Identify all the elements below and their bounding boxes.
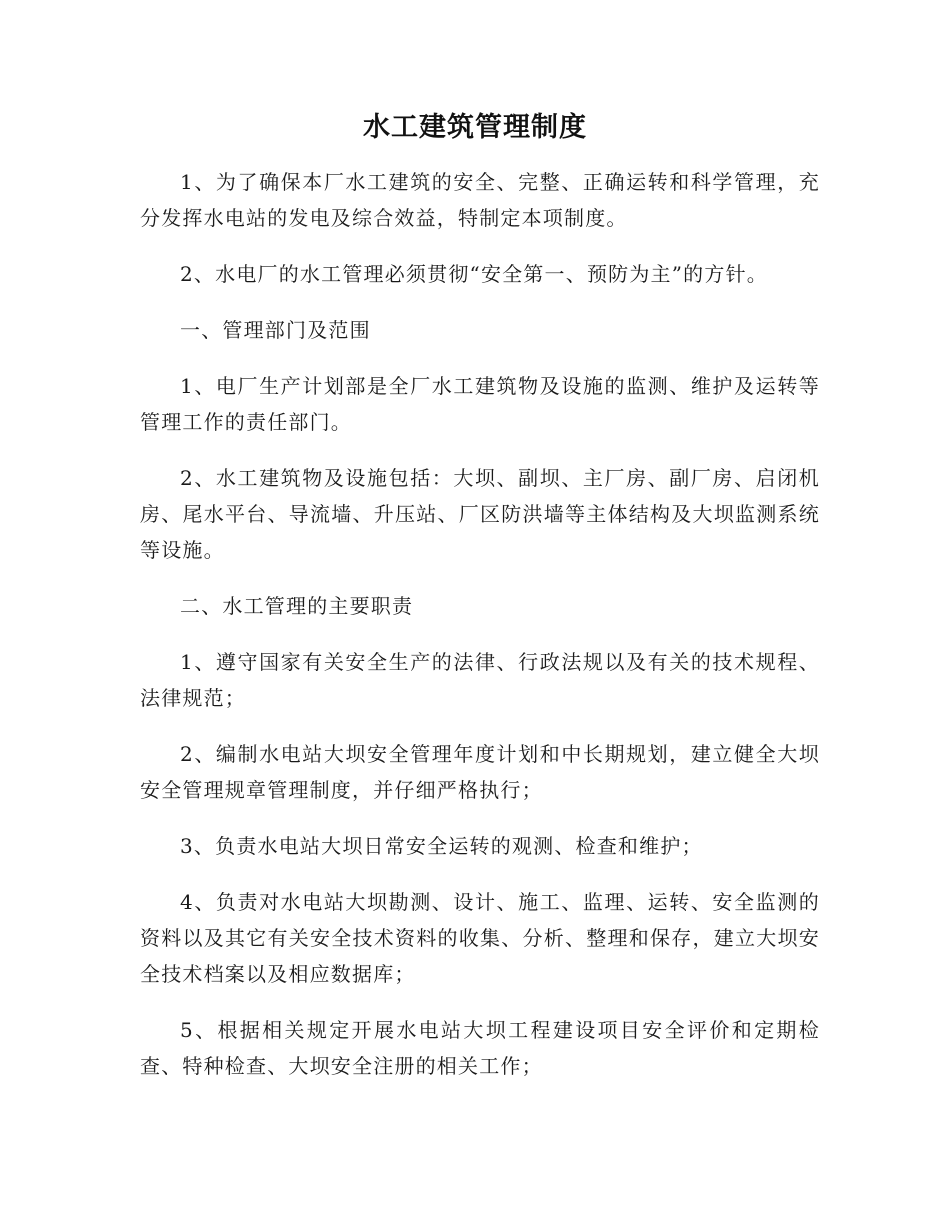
paragraph-duty-5: 5、根据相关规定开展水电站大坝工程建设项目安全评价和定期检查、特种检查、大坝安全注册的相关工作； xyxy=(140,1018,820,1078)
paragraph-facilities: 2、水工建筑物及设施包括：大坝、副坝、主厂房、副厂房、启闭机房、尾水平台、导流墙、升压站、厂区防洪墙等主体结构及大坝监测系统等设施。 xyxy=(140,466,820,562)
paragraph-responsible-department: 1、电厂生产计划部是全厂水工建筑物及设施的监测、维护及运转等管理工作的责任部门。 xyxy=(140,374,820,434)
document-title: 水工建筑管理制度 xyxy=(363,112,587,143)
document-body xyxy=(140,164,820,1104)
section-heading-departments: 一、管理部门及范围 xyxy=(180,318,371,342)
paragraph-duty-2: 2、编制水电站大坝安全管理年度计划和中长期规划，建立健全大坝安全管理规章管理制度，并仔细严格执行； xyxy=(140,742,820,802)
paragraph-purpose: 1、为了确保本厂水工建筑的安全、完整、正确运转和科学管理，充分发挥水电站的发电及综合效益，特制定本项制度。 xyxy=(140,170,820,230)
paragraph-policy: 2、水电厂的水工管理必须贯彻“安全第一、预防为主”的方针。 xyxy=(180,262,768,286)
paragraph-duty-4: 4、负责对水电站大坝勘测、设计、施工、监理、运转、安全监测的资料以及其它有关安全技术资料的收集、分析、整理和保存，建立大坝安全技术档案以及相应数据库； xyxy=(140,890,820,986)
paragraph-duty-3: 3、负责水电站大坝日常安全运转的观测、检查和维护； xyxy=(180,834,703,858)
section-heading-duties: 二、水工管理的主要职责 xyxy=(180,594,414,618)
paragraph-duty-1: 1、遵守国家有关安全生产的法律、行政法规以及有关的技术规程、法律规范； xyxy=(140,650,820,710)
